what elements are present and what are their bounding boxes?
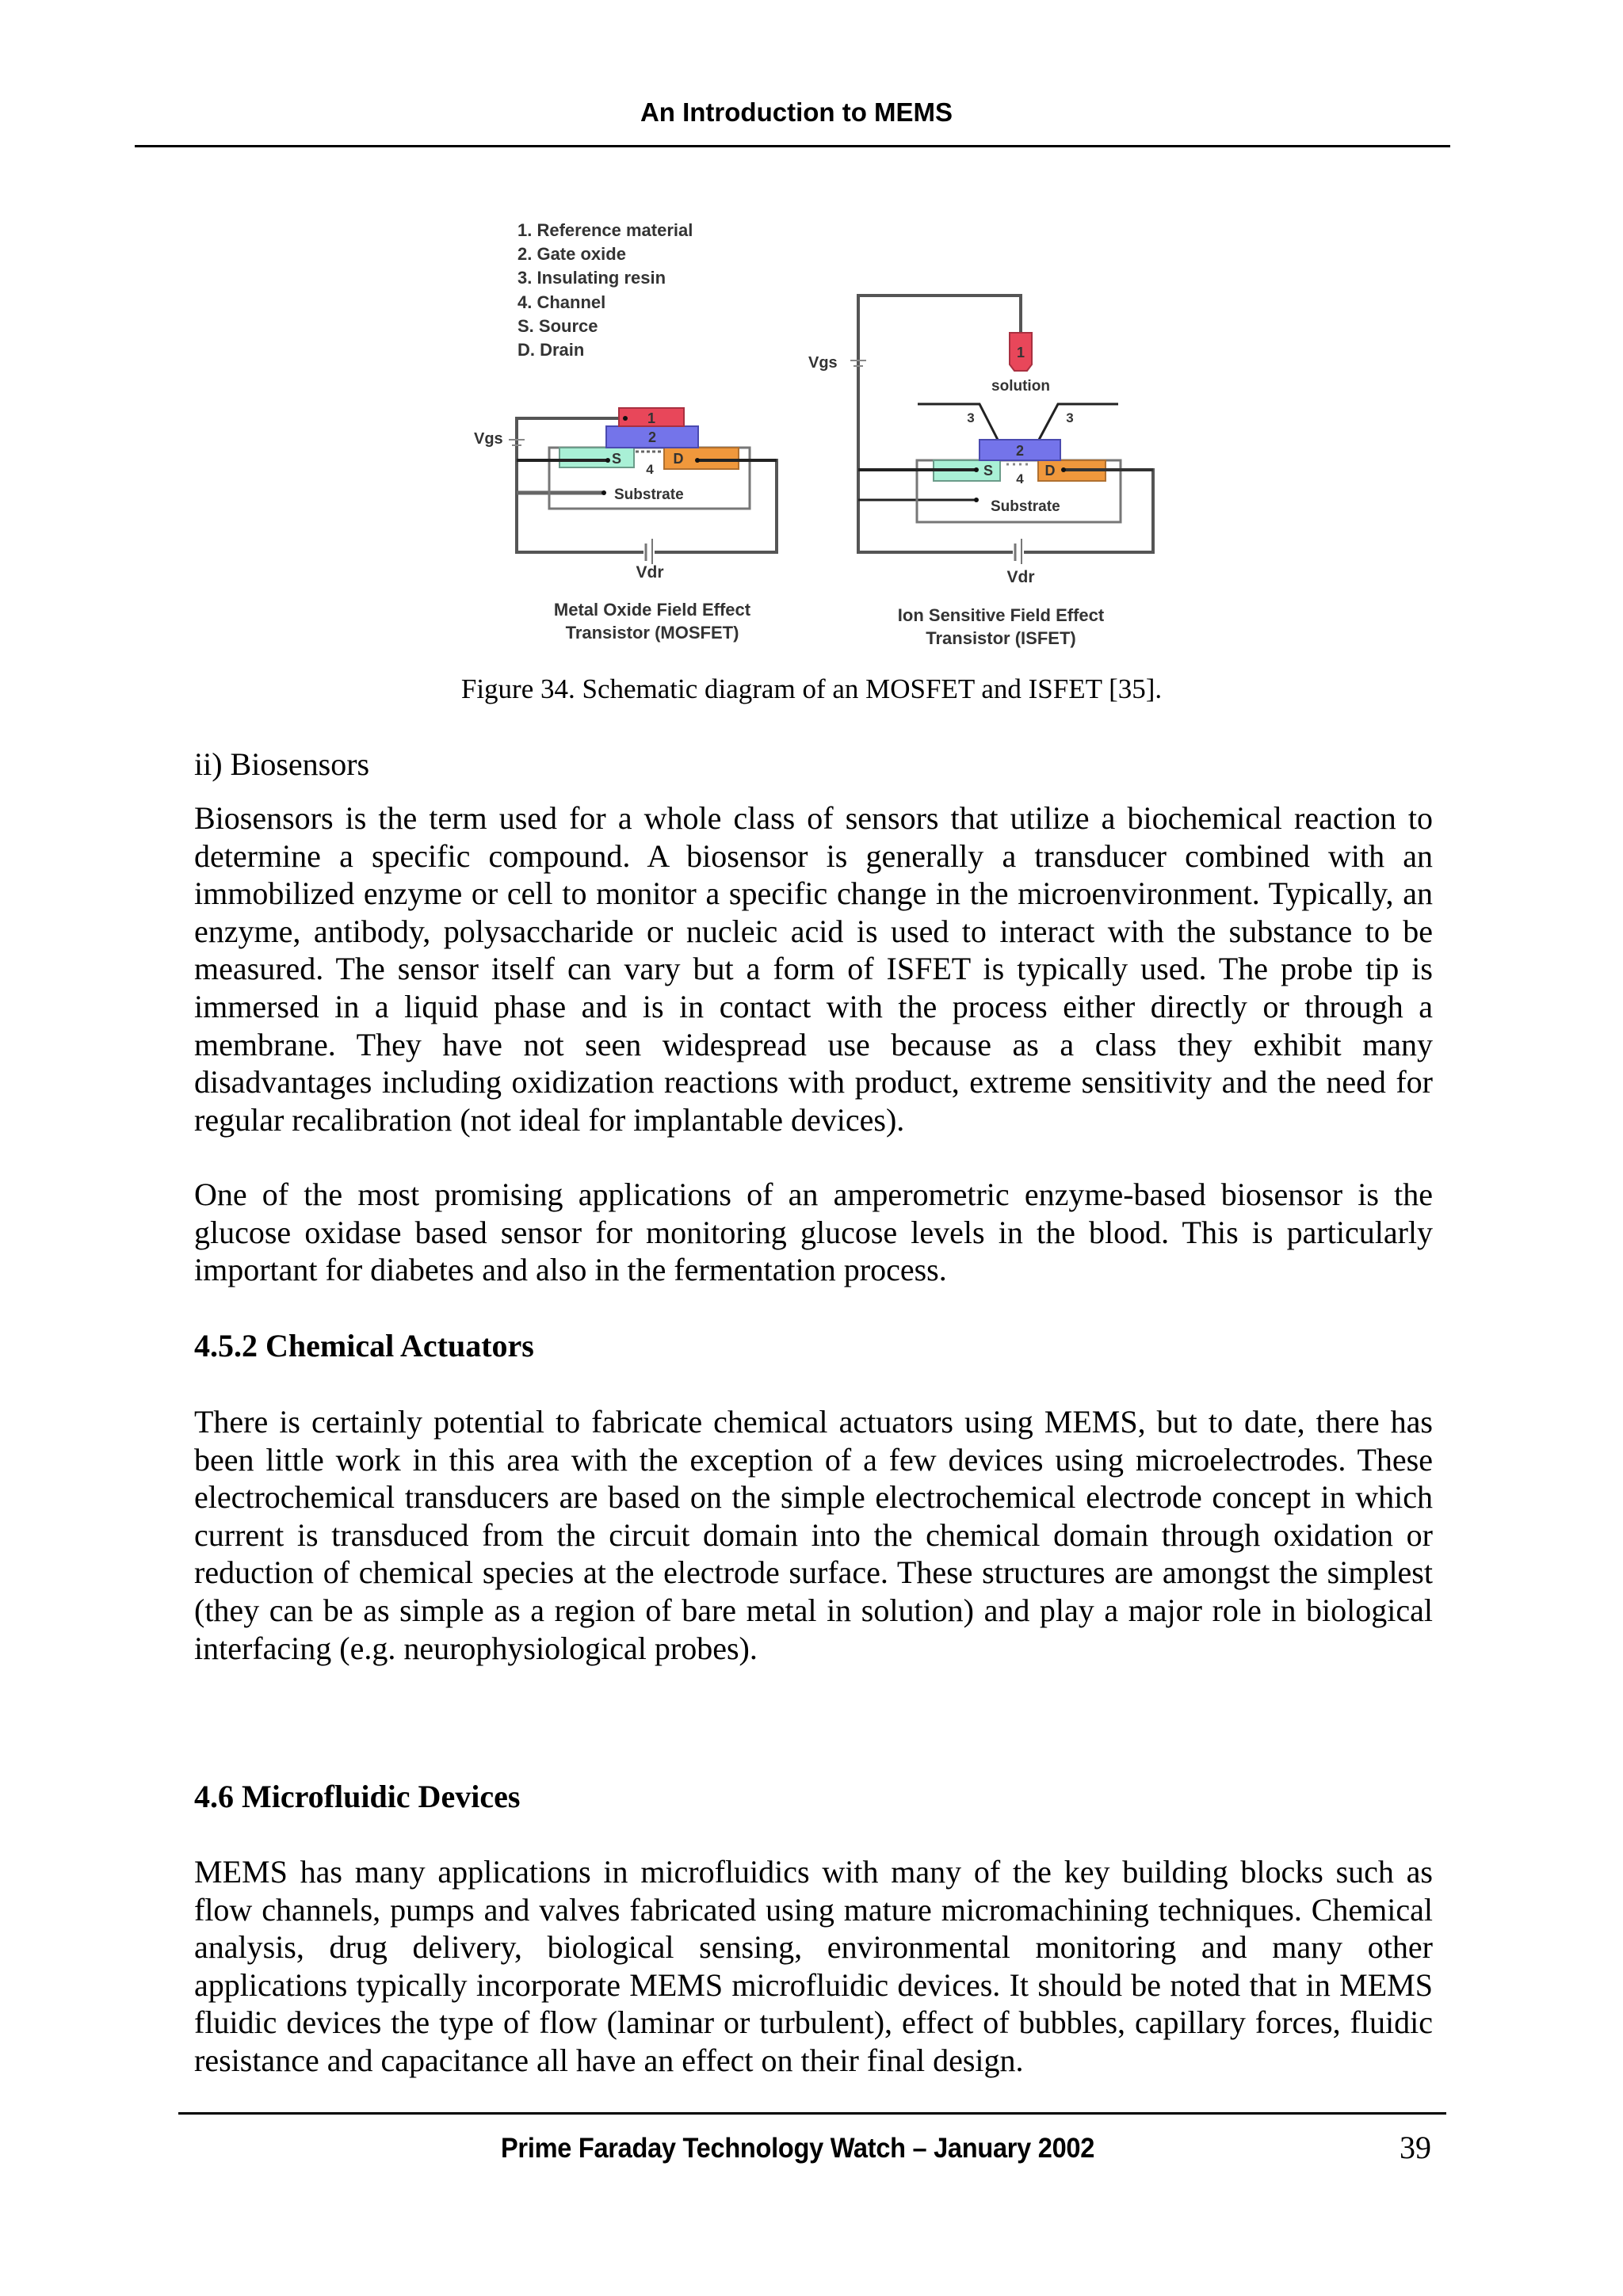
isfet-substrate-label: Substrate xyxy=(991,498,1060,515)
isfet-solution-label: solution xyxy=(991,378,1050,395)
svg-text:3: 3 xyxy=(967,410,975,425)
isfet-title: Ion Sensitive Field Effect xyxy=(897,605,1105,625)
svg-text:S: S xyxy=(983,463,994,479)
paragraph-microfluidic-devices: MEMS has many applications in microfluidics with many of the key building blocks such as flow channels, pumps and valves fabricated using mature micromachining techniques. Chemical analysis, drug delivery, biological sensing, environmental monitoring and many other applications typically incorporate MEMS microfluidic devices. It should be noted that in MEMS fluidic devices the type of flow (laminar or turbulent), effect of bubbles, capillary forces, fluidic resistance and capacitance all have an effect on their final design. xyxy=(194,1854,1433,2078)
mosfet-substrate-label: Substrate xyxy=(614,486,684,503)
svg-text:3: 3 xyxy=(1066,410,1074,425)
legend-item: S. Source xyxy=(517,316,598,336)
running-header-title: An Introduction to MEMS xyxy=(640,97,953,127)
svg-text:4: 4 xyxy=(646,462,654,477)
page-number: 39 xyxy=(1400,2130,1431,2165)
mosfet-diagram xyxy=(474,408,777,643)
svg-text:4: 4 xyxy=(1016,471,1024,486)
mosfet-vgs-label: Vgs xyxy=(474,430,503,448)
legend-item: D. Drain xyxy=(517,340,585,360)
footer-rule xyxy=(178,2112,1446,2115)
subsection-label-biosensors: ii) Biosensors xyxy=(194,746,370,782)
mosfet-source xyxy=(559,448,634,467)
isfet-vgs-label: Vgs xyxy=(808,354,838,372)
paragraph-biosensors-1: Biosensors is the term used for a whole class of sensors that utilize a biochemical reaction to determine a specific compound. A biosensor is generally a transducer combined with an immobilized enzyme or cell to monitor a specific change in the microenvironment. Typically, an enzyme, antibody, polysaccharide or nucleic acid is used to interact with the substance to be measured. The sensor itself can vary but a form of ISFET is typically used. The probe tip is immersed in a liquid phase and is in contact with the process either directly or through a membrane. They have not seen widespread use because as a class they exhibit many disadvantages including oxidization reactions with product, extreme sensitivity and the need for regular recalibration (not ideal for implantable devices). xyxy=(194,800,1433,1138)
paragraph-biosensors-2: One of the most promising applications of an amperometric enzyme-based biosensor is the glucose oxidase based sensor for monitoring glucose levels in the blood. This is particularly important for diabetes and also in the fermentation process. xyxy=(194,1177,1433,1288)
heading-chemical-actuators: 4.5.2 Chemical Actuators xyxy=(194,1328,534,1363)
svg-text:D: D xyxy=(1044,463,1056,479)
legend-item: 4. Channel xyxy=(517,292,606,312)
isfet-diagram xyxy=(808,296,1153,648)
mosfet-title: Transistor (MOSFET) xyxy=(565,623,739,643)
heading-microfluidic-devices: 4.6 Microfluidic Devices xyxy=(194,1779,521,1814)
svg-text:1: 1 xyxy=(647,410,656,426)
figure-legend xyxy=(517,220,693,360)
figure-caption: Figure 34. Schematic diagram of an MOSFET and ISFET [35]. xyxy=(460,673,1163,704)
svg-text:2: 2 xyxy=(1015,443,1025,459)
isfet-title: Transistor (ISFET) xyxy=(926,628,1076,648)
svg-text:D: D xyxy=(673,451,684,467)
mosfet-title: Metal Oxide Field Effect xyxy=(553,600,751,620)
svg-text:S: S xyxy=(611,451,622,467)
figure-34-schematic xyxy=(0,0,1623,673)
isfet-vdr-label: Vdr xyxy=(1006,568,1035,586)
running-footer: Prime Faraday Technology Watch – January 2002 xyxy=(501,2133,1095,2164)
svg-text:1: 1 xyxy=(1016,345,1025,360)
svg-text:2: 2 xyxy=(647,429,657,445)
paragraph-chemical-actuators: There is certainly potential to fabricate chemical actuators using MEMS, but to date, there has been little work in this area with the exception of a few devices using microelectrodes. These electrochemical transducers are based on the simple electrochemical electrode concept in which current is transduced from the circuit domain into the chemical domain through oxidation or reduction of chemical species at the electrode surface. These structures are amongst the simplest (they can be as simple as a region of bare metal in solution) and play a major role in biological interfacing (e.g. neurophysiological probes). xyxy=(194,1404,1433,1666)
legend-item: 3. Insulating resin xyxy=(517,268,666,288)
legend-item: 2. Gate oxide xyxy=(517,244,626,264)
mosfet-vdr-label: Vdr xyxy=(636,563,664,582)
legend-item: 1. Reference material xyxy=(517,220,693,240)
